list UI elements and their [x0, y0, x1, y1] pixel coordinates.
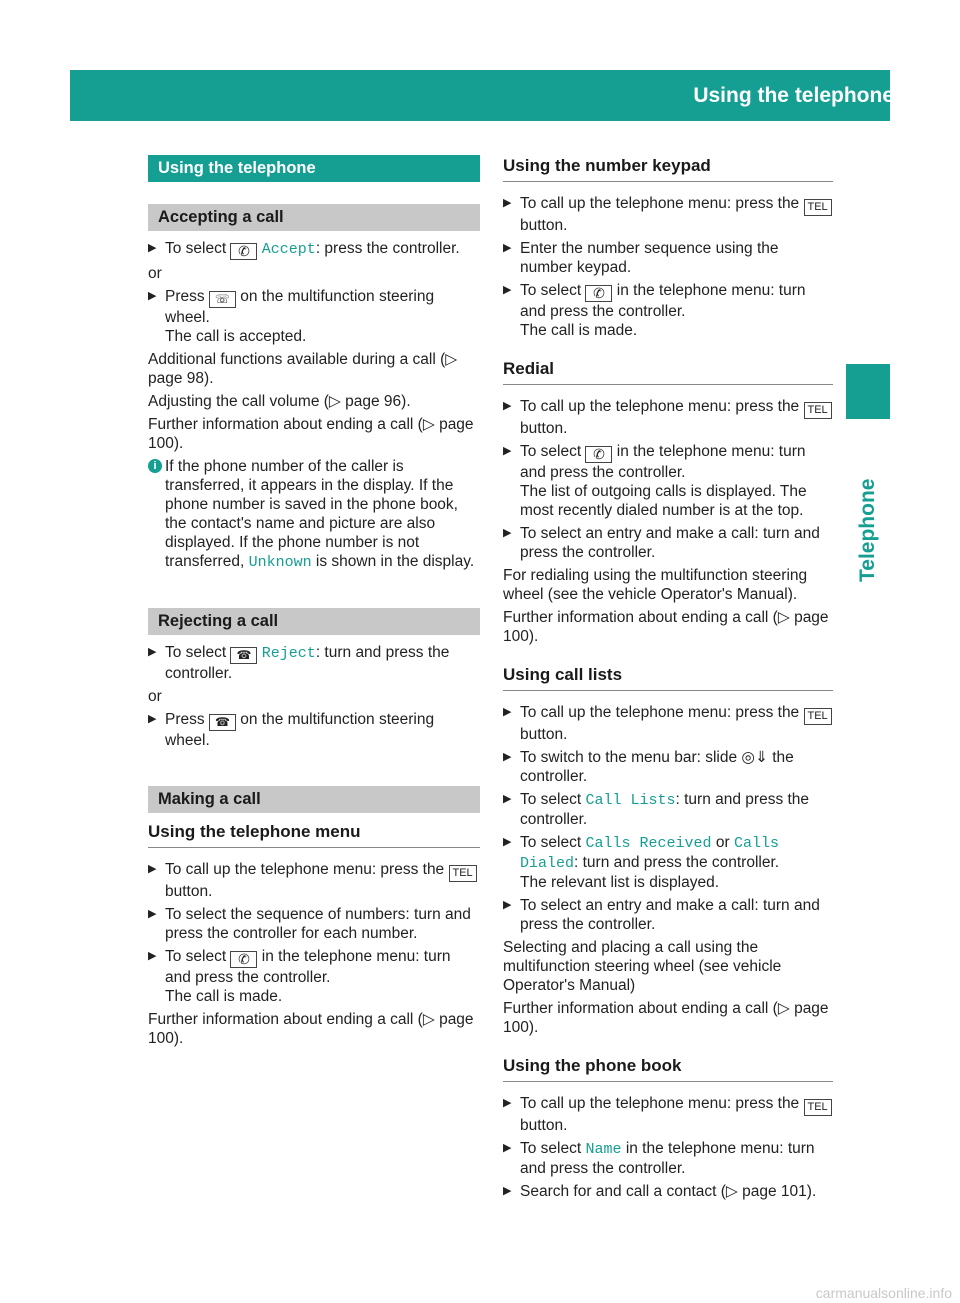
accept-menu-item: Accept	[261, 241, 316, 258]
paragraph: Further information about ending a call (▷ page 100).	[503, 1000, 829, 1036]
calls-dialed-menu-item: Calls Dialed	[520, 835, 779, 872]
step-arrow-icon: ▶	[503, 836, 512, 848]
step-arrow-icon: ▶	[503, 197, 512, 209]
step: ▶ To select Call Lists: turn and press the controller.	[503, 791, 810, 828]
step: ▶ To select ✆ in the telephone menu: turn and press the controller. The call is made.	[503, 282, 806, 339]
reject-menu-item: Reject	[261, 645, 316, 662]
paragraph: For redialing using the multifunction steering wheel (see the vehicle Operator's Manual).	[503, 567, 808, 603]
step: ▶ Press ☏ on the multifunction steering wheel. The call is accepted.	[148, 288, 435, 345]
step: ▶ To select an entry and make a call: turn and press the controller.	[503, 897, 820, 933]
handset-dial-icon: ✆	[585, 446, 612, 463]
step: ▶ To select ✆ in the telephone menu: turn and press the controller. The call is made.	[148, 948, 451, 1005]
step-arrow-icon: ▶	[503, 1097, 512, 1109]
unknown-display-text: Unknown	[248, 554, 312, 571]
making-call-heading: Making a call	[148, 786, 480, 813]
step: ▶ To call up the telephone menu: press the TEL button.	[503, 703, 833, 744]
step-arrow-icon: ▶	[503, 445, 512, 457]
step-arrow-icon: ▶	[503, 899, 512, 911]
step-arrow-icon: ▶	[503, 751, 512, 763]
step-arrow-icon: ▶	[148, 242, 157, 254]
step: ▶ To switch to the menu bar: slide ◎⇓ the controller.	[503, 749, 794, 785]
step: ▶ To call up the telephone menu: press the TEL button.	[503, 194, 833, 235]
info-note: i If the phone number of the caller is transferred, it appears in the display. If the phone number is saved in the phone book, the contact's name and picture are also displayed. If the phone number is not transferred, Unknown is shown in the display.	[148, 457, 480, 572]
paragraph: Adjusting the call volume (▷ page 96).	[148, 393, 411, 410]
redial-heading: Redial	[503, 358, 833, 385]
or-text: or	[148, 688, 162, 705]
page-number: 97	[912, 84, 936, 107]
section-title: Using the telephone	[148, 155, 480, 182]
call-lists-menu-item: Call Lists	[585, 792, 676, 809]
accepting-call-heading: Accepting a call	[148, 204, 480, 231]
step-arrow-icon: ▶	[148, 646, 157, 658]
calls-received-menu-item: Calls Received	[585, 835, 712, 852]
step-arrow-icon: ▶	[503, 400, 512, 412]
header-title: Using the telephone	[693, 84, 894, 107]
step: ▶ To select the sequence of numbers: turn and press the controller for each number.	[148, 906, 471, 942]
step: ▶ Search for and call a contact (▷ page 101).	[503, 1183, 817, 1200]
paragraph: Additional functions available during a call (▷ page 98).	[148, 351, 458, 387]
step: ▶ To select ✆ Accept: press the controller.	[148, 240, 460, 259]
name-menu-item: Name	[585, 1141, 622, 1158]
call-lists-heading: Using call lists	[503, 664, 833, 691]
tel-button-icon: TEL	[804, 708, 832, 725]
tel-button-icon: TEL	[804, 402, 832, 419]
step: ▶ To call up the telephone menu: press the TEL button.	[503, 1094, 833, 1135]
step-arrow-icon: ▶	[148, 290, 157, 302]
step-arrow-icon: ▶	[503, 284, 512, 296]
left-column	[148, 155, 480, 1052]
handset-answer-icon: ☏	[209, 291, 236, 308]
paragraph: Selecting and placing a call using the multifunction steering wheel (see vehicle Operator's Manual)	[503, 939, 782, 994]
handset-hangup-icon: ☎	[230, 647, 257, 664]
tel-button-icon: TEL	[804, 199, 832, 216]
step: ▶ To call up the telephone menu: press the TEL button.	[503, 397, 833, 438]
header-divider	[901, 70, 903, 121]
step-arrow-icon: ▶	[503, 242, 512, 254]
step: ▶ To call up the telephone menu: press the TEL button.	[148, 860, 480, 901]
paragraph: Further information about ending a call (▷ page 100).	[503, 609, 829, 645]
step-arrow-icon: ▶	[148, 950, 157, 962]
rejecting-call-heading: Rejecting a call	[148, 608, 480, 635]
watermark: carmanualsonline.info	[815, 1285, 952, 1301]
number-keypad-heading: Using the number keypad	[503, 155, 833, 182]
or-text: or	[148, 265, 162, 282]
handset-dial-icon: ✆	[230, 243, 257, 260]
step: ▶ To select ☎ Reject: turn and press the controller.	[148, 644, 450, 682]
paragraph: Further information about ending a call (▷ page 100).	[148, 416, 474, 452]
step: ▶ To select Name in the telephone menu: turn and press the controller.	[503, 1140, 815, 1177]
step: ▶ To select an entry and make a call: turn and press the controller.	[503, 525, 820, 561]
telephone-menu-subheading: Using the telephone menu	[148, 821, 480, 848]
paragraph: Further information about ending a call (▷ page 100).	[148, 1011, 474, 1047]
step-arrow-icon: ▶	[148, 863, 157, 875]
page-header	[70, 70, 936, 121]
tel-button-icon: TEL	[804, 1099, 832, 1116]
step: ▶ To select ✆ in the telephone menu: turn and press the controller. The list of outgoing calls is displayed. The most recently dialed number is at the top.	[503, 443, 807, 519]
chapter-tab-marker	[846, 364, 890, 419]
right-column	[503, 155, 833, 1205]
info-icon: i	[148, 459, 162, 473]
handset-dial-icon: ✆	[585, 285, 612, 302]
handset-dial-icon: ✆	[230, 951, 257, 968]
step-arrow-icon: ▶	[503, 793, 512, 805]
step: ▶ To select Calls Received or Calls Dialed: turn and press the controller. The relevant list is displayed.	[503, 834, 780, 891]
tel-button-icon: TEL	[449, 865, 477, 882]
step-arrow-icon: ▶	[148, 908, 157, 920]
step-arrow-icon: ▶	[503, 1142, 512, 1154]
controller-slide-icon: ◎⇓	[741, 749, 768, 766]
step-arrow-icon: ▶	[503, 706, 512, 718]
chapter-tab-label: Telephone	[856, 478, 879, 582]
step: ▶ Enter the number sequence using the number keypad.	[503, 240, 779, 276]
step-arrow-icon: ▶	[148, 713, 157, 725]
step-arrow-icon: ▶	[503, 1185, 512, 1197]
step-arrow-icon: ▶	[503, 527, 512, 539]
phone-book-heading: Using the phone book	[503, 1055, 833, 1082]
step: ▶ Press ☎ on the multifunction steering wheel.	[148, 711, 435, 749]
handset-hangup-icon: ☎	[209, 714, 236, 731]
